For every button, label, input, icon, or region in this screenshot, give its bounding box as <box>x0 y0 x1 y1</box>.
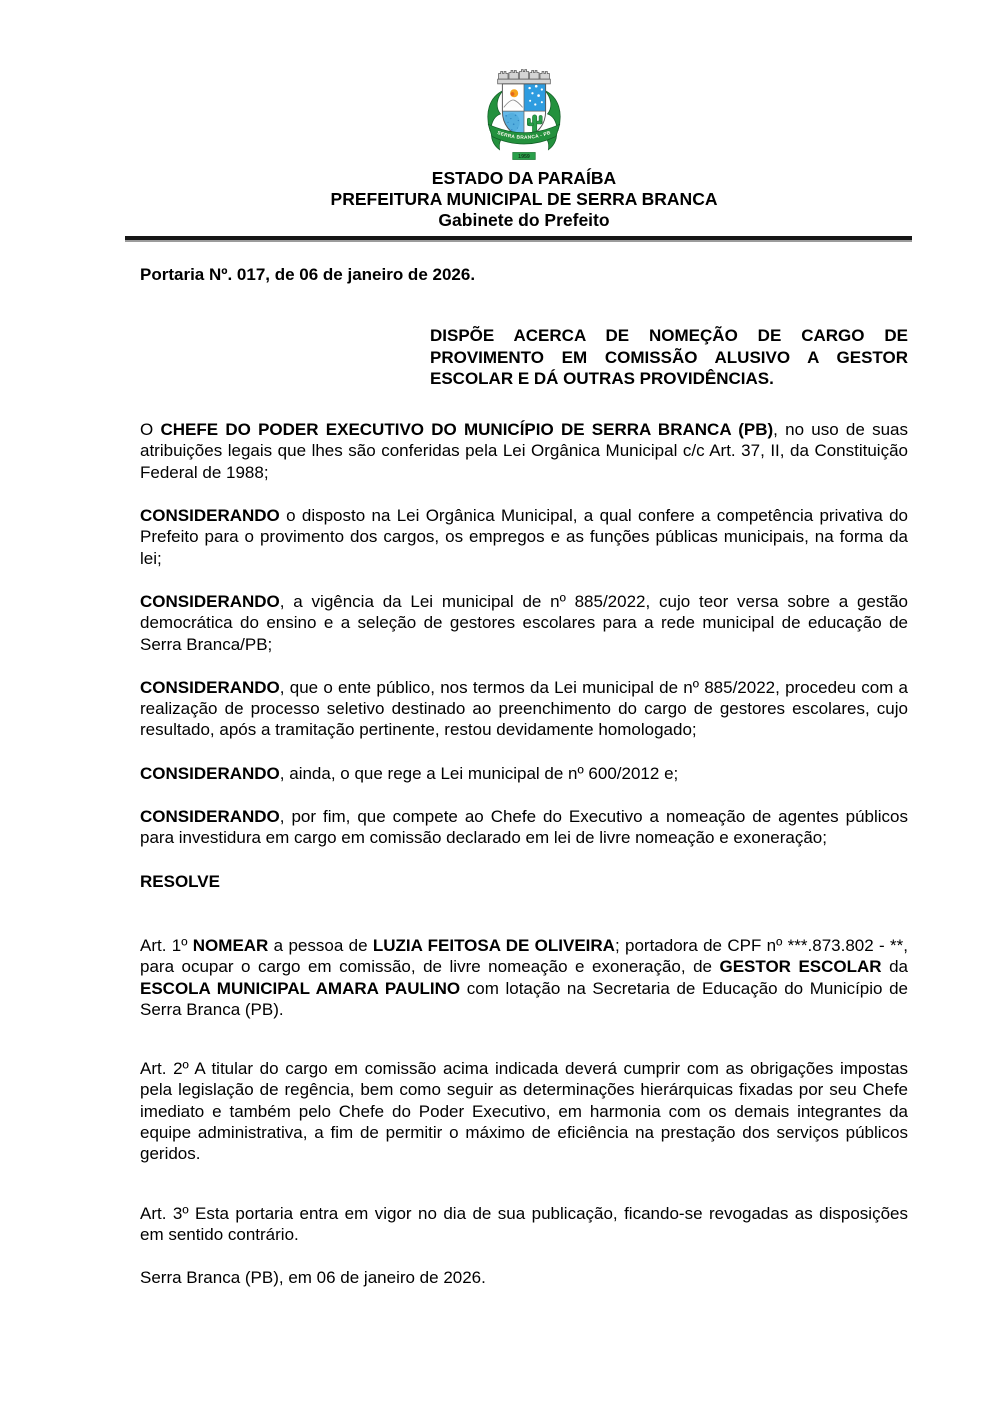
laurel-ribbon-right-icon <box>545 90 560 149</box>
header-state-line: ESTADO DA PARAÍBA <box>431 168 617 188</box>
considerando-paragraph-2: CONSIDERANDO, a vigência da Lei municipal de nº 885/2022, cujo teor versa sobre a gestão democrática do ensino e a seleção de gestores escolares para a rede municipal de educação de Serra Branca/PB; <box>140 591 908 654</box>
considerando-paragraph-4: CONSIDERANDO, ainda, o que rege a Lei municipal de nº 600/2012 e; <box>140 763 679 783</box>
considerando-paragraph-5: CONSIDERANDO, por fim, que compete ao Chefe do Executivo a nomeação de agentes públicos para investidura em cargo em comissão declarado em lei de livre nomeação e exoneração; <box>140 807 908 848</box>
article-2-paragraph: Art. 2º A titular do cargo em comissão acima indicada deverá cumprir com as obrigações impostas pela legislação de regência, bem como seguir as determinações hierárquicas fixadas por seu Chefe imediato e também pelo Chefe do Poder Executivo, em harmonia com os demais integrantes da equipe administrativa, a fim de permitir o máximo de eficiência na prestação dos serviços públicos geridos. <box>140 1059 908 1164</box>
sun-icon <box>510 89 518 97</box>
resolve-heading: RESOLVE <box>140 871 220 891</box>
header-divider <box>125 236 912 242</box>
header-municipality-line: PREFEITURA MUNICIPAL DE SERRA BRANCA <box>330 189 718 209</box>
laurel-ribbon-left-icon <box>488 90 503 149</box>
considerando-paragraph-3: CONSIDERANDO, que o ente público, nos termos da Lei municipal de nº 885/2022, procedeu com a realização de processo seletivo destinado ao preenchimento do cargo de gestores escolares, cujo resultado, após a tramitação pertinente, restou devidamente homologado; <box>140 677 908 740</box>
crest-banner-text: SERRA BRANCA - PB <box>496 130 552 141</box>
portaria-number-title: Portaria Nº. 017, de 06 de janeiro de 2026. <box>140 265 476 284</box>
crest-year-ribbon <box>513 152 536 160</box>
closing-dateline: Serra Branca (PB), em 06 de janeiro de 2026. <box>140 1268 486 1288</box>
article-1-paragraph: Art. 1º NOMEAR a pessoa de LUZIA FEITOSA DE OLIVEIRA; portadora de CPF nº ***.873.802 - **, para ocupar o cargo em comissão, de livre nomeação e exoneração, de GESTOR ESCOLAR da ESCOLA MUNICIPAL AMARA PAULINO com lotação na Secretaria de Educação do Município de Serra Branca (PB). <box>140 935 908 1019</box>
header-office-line: Gabinete do Prefeito <box>438 210 610 230</box>
document-header <box>140 62 908 231</box>
municipal-coat-of-arms <box>477 62 571 164</box>
article-3-paragraph: Art. 3º Esta portaria entra em vigor no dia de sua publicação, ficando-se revogadas as disposições em sentido contrário. <box>140 1203 908 1244</box>
mural-crown-icon <box>498 70 551 84</box>
preamble-paragraph: O CHEFE DO PODER EXECUTIVO DO MUNICÍPIO DE SERRA BRANCA (PB), no uso de suas atribuições legais que lhes são conferidas pela Lei Orgânica Municipal c/c Art. 37, II, da Constituição Federal de 1988; <box>140 420 908 482</box>
document-body <box>140 264 908 1289</box>
considerando-paragraph-1: CONSIDERANDO o disposto na Lei Orgânica Municipal, a qual confere a competência privativa do Prefeito para o provimento dos cargos, os empregos e as funções públicas municipais, na forma da lei; <box>140 506 908 568</box>
crest-year-text: 1959 <box>518 154 530 161</box>
letterhead <box>140 168 908 231</box>
quarter-stars-field <box>524 84 546 111</box>
ementa-summary: DISPÕE ACERCA DE NOMEÇÃO DE CARGO DE PROVIMENTO EM COMISSÃO ALUSIVO A GESTOR ESCOLAR E DÁ OUTRAS PROVIDÊNCIAS. <box>430 326 908 388</box>
